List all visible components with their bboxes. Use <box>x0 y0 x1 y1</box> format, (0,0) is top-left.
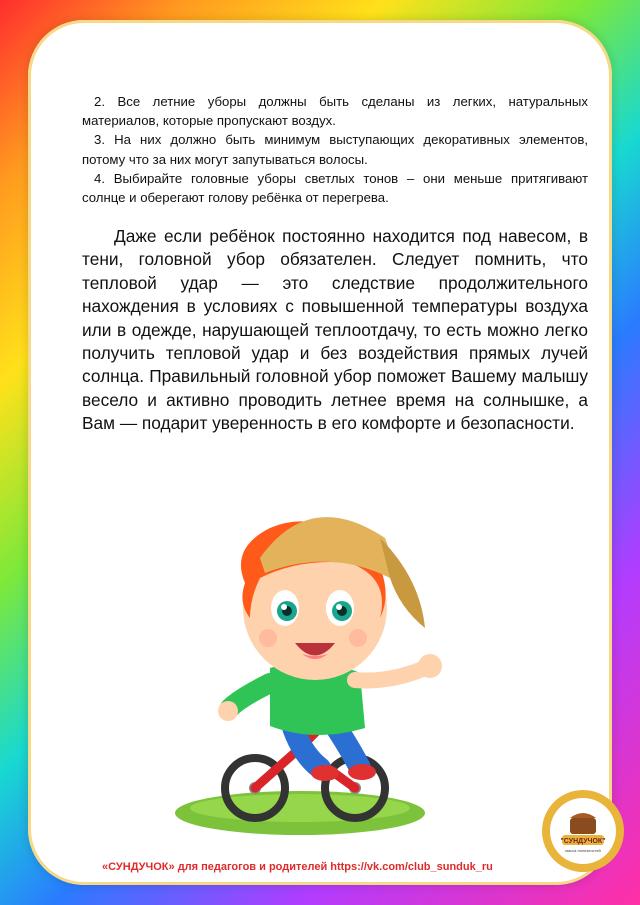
boy-on-bicycle-illustration <box>150 468 460 848</box>
logo-subtitle-text: масса полезностей <box>565 848 601 853</box>
main-paragraph: Даже если ребёнок постоянно находится под навесом, в тени, головной убор обязателен. Следует помнить, что тепловой удар — это следствие продолжительного нахождения в условиях с повышенной температуры воздуха или в одежде, нарушающей теплоотдачу, то есть можно легко получить тепловой удар и без воздействия прямых лучей солнца. Правильный головной убор поможет Вашему малышу весело и активно проводить летнее время на солнышке, а Вам — подарит уверенность в его комфорте и безопасности. <box>82 226 588 434</box>
logo-name-text: "СУНДУЧОК" <box>560 838 606 845</box>
tips-list <box>82 92 588 207</box>
tip-3: 3. На них должно быть минимум выступающих декоративных элементов, потому что за них могут запутываться волосы. <box>82 132 588 167</box>
tip-4: 4. Выбирайте головные уборы светлых тонов – они меньше притягивают солнце и оберегают голову ребёнка от перегрева. <box>82 170 588 206</box>
tip-2: 2. Все летние уборы должны быть сделаны из легких, натуральных материалов, которые пропускают воздух. <box>82 94 588 129</box>
footer-credit: «СУНДУЧОК» для педагогов и родителей https://vk.com/club_sunduk_ru <box>102 861 493 873</box>
